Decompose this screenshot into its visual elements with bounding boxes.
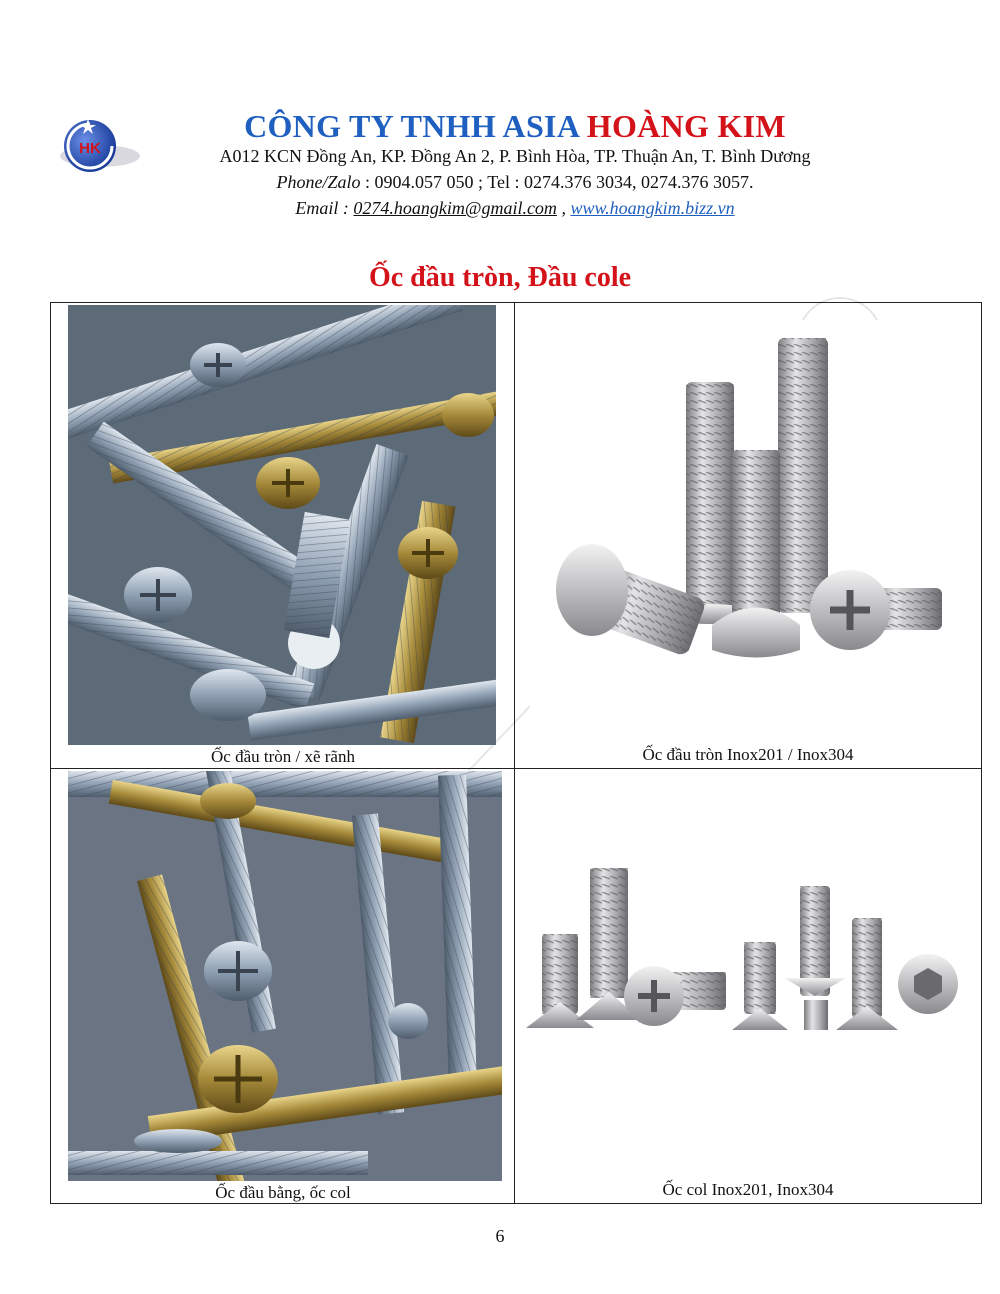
cell-caption: Ốc đầu tròn / xẽ rãnh	[211, 747, 355, 766]
table-column-divider	[514, 302, 515, 1204]
company-name-red: HOÀNG KIM	[586, 108, 786, 144]
company-name-blue: CÔNG TY TNHH ASIA	[244, 108, 579, 144]
phone-text: : 0904.057 050 ; Tel : 0274.376 3034, 0274.376 3057.	[360, 172, 754, 192]
cell-caption: Ốc đầu bằng, ốc col	[215, 1183, 351, 1202]
logo-icon	[58, 116, 142, 178]
letterhead	[150, 106, 880, 221]
product-photo-flat-head-mixed	[68, 771, 502, 1181]
table-row-divider	[50, 768, 982, 769]
product-photo-pan-head-mixed	[68, 305, 496, 745]
product-photo-pan-head-stainless	[530, 320, 966, 740]
page-title: Ốc đầu tròn, Đầu cole	[368, 262, 632, 293]
logo-text: HK	[79, 140, 101, 157]
company-address: A012 KCN Đồng An, KP. Đồng An 2, P. Bình Hòa, TP. Thuận An, T. Bình Dương	[219, 146, 811, 166]
email-separator: ,	[556, 198, 571, 218]
website-link[interactable]: www.hoangkim.bizz.vn	[570, 198, 735, 218]
phone-label: Phone/Zalo	[276, 172, 361, 192]
company-phone	[150, 169, 880, 195]
company-email-line	[150, 195, 880, 221]
email-link[interactable]: 0274.hoangkim@gmail.com	[353, 198, 557, 218]
product-photo-flat-head-stainless	[522, 860, 966, 1040]
email-label: Email :	[295, 198, 354, 218]
cell-caption: Ốc col Inox201, Inox304	[662, 1180, 834, 1199]
cell-caption: Ốc đầu tròn Inox201 / Inox304	[642, 745, 854, 764]
company-name	[150, 106, 880, 146]
page-number: 6	[495, 1226, 505, 1246]
